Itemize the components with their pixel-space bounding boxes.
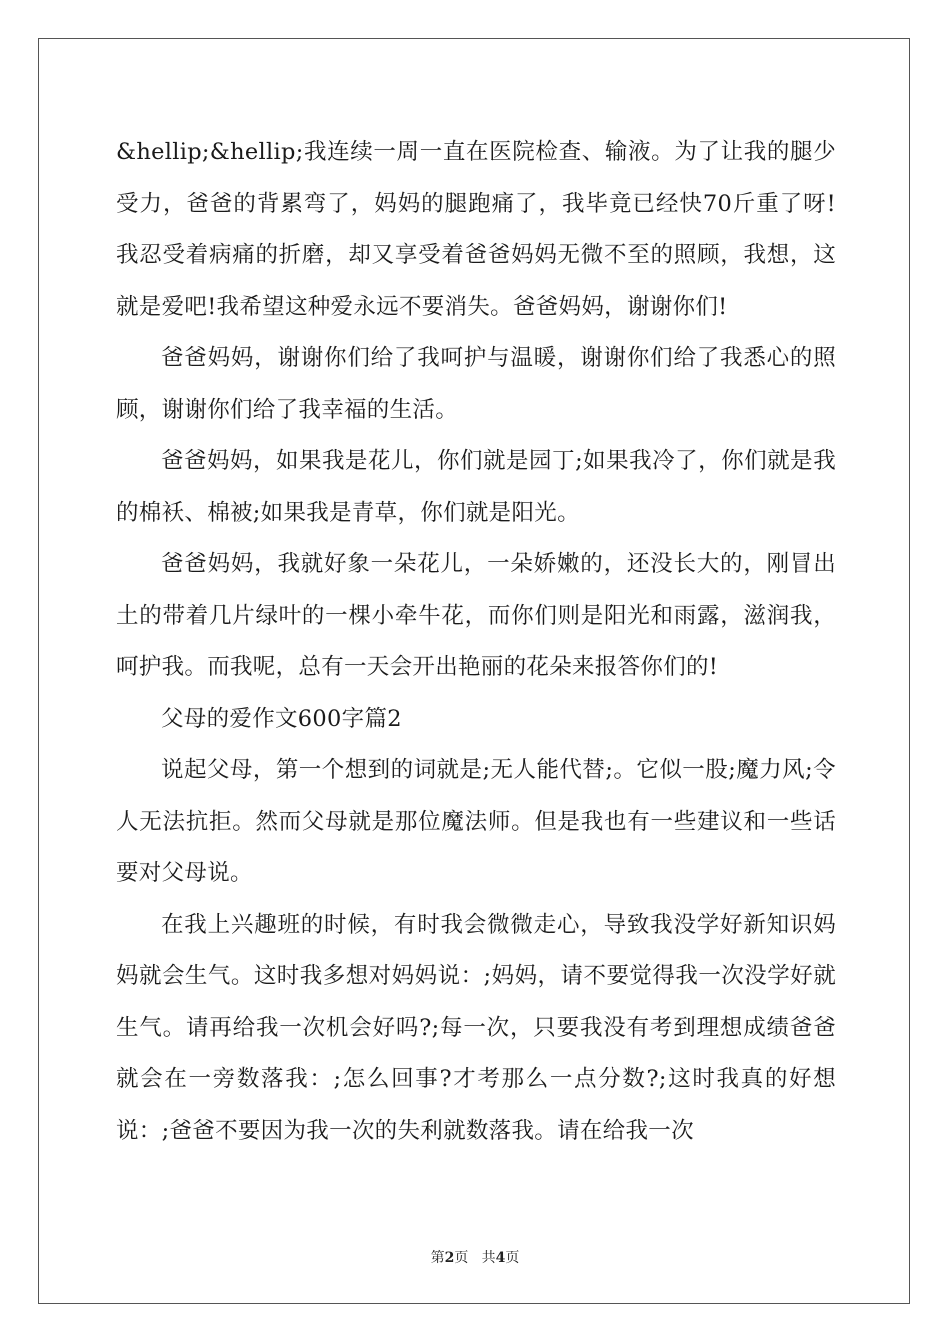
page-separator: 页 共: [454, 1250, 496, 1266]
paragraph-2: 爸爸妈妈，谢谢你们给了我呵护与温暖，谢谢你们给了我悉心的照顾，谢谢你们给了我幸福的生活。: [116, 345, 836, 423]
paragraph-1: &hellip;&hellip;我连续一周一直在医院检查、输液。为了让我的腿少受力，爸爸的背累弯了，妈妈的腿跑痛了，我毕竟已经快70斤重了呀!我忍受着病痛的折磨，却又享受着爸爸妈妈无微不至的照顾，我想，这就是爱吧!我希望这种爱永远不要消失。爸爸妈妈，谢谢你们!: [116, 139, 836, 320]
paragraph-3: 爸爸妈妈，如果我是花儿，你们就是园丁;如果我冷了，你们就是我的棉袄、棉被;如果我是青草，你们就是阳光。: [116, 448, 836, 526]
paragraph-4: 爸爸妈妈，我就好象一朵花儿，一朵娇嫩的，还没长大的，刚冒出土的带着几片绿叶的一棵小牵牛花，而你们则是阳光和雨露，滋润我，呵护我。而我呢，总有一天会开出艳丽的花朵来报答你们的!: [116, 551, 836, 680]
page-suffix: 页: [505, 1250, 520, 1266]
paragraph-5: 说起父母，第一个想到的词就是;无人能代替;。它似一股;魔力风;令人无法抗拒。然而父母就是那位魔法师。但是我也有一些建议和一些话要对父母说。: [116, 757, 836, 886]
document-body: [116, 127, 836, 1157]
paragraph-6: 在我上兴趣班的时候，有时我会微微走心，导致我没学好新知识妈妈就会生气。这时我多想对妈妈说：;妈妈，请不要觉得我一次没学好就生气。请再给我一次机会好吗?;每一次，只要我没有考到理想成绩爸爸就会在一旁数落我：;怎么回事?才考那么一点分数?;这时我真的好想说：;爸爸不要因为我一次的失利就数落我。请在给我一次: [116, 911, 836, 1144]
page-prefix: 第: [430, 1250, 445, 1266]
current-page-number: 2: [444, 1250, 455, 1266]
section-heading: 父母的爱作文600字篇2: [161, 705, 402, 732]
total-page-number: 4: [495, 1250, 506, 1266]
page-number-footer: [0, 1247, 950, 1267]
